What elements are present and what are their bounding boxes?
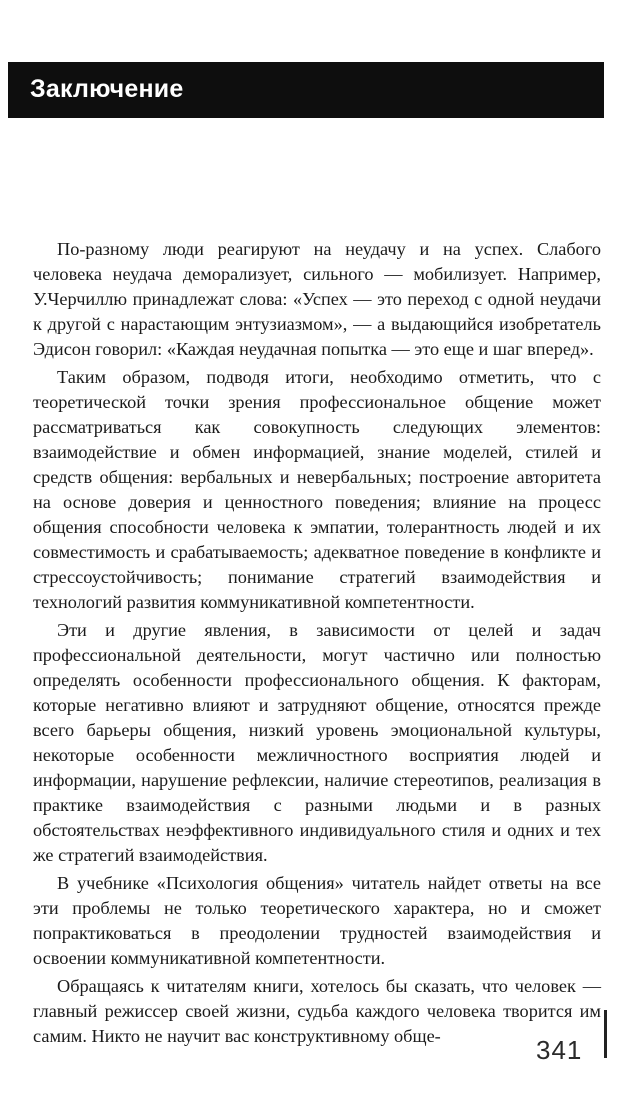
- paragraph-4: В учебнике «Психология общения» читатель найдет ответы на все эти проблемы не только теоретического характера, но и сможет попрактиковаться в преодолении трудностей взаимодействия и освоении коммуникативной компетентности.: [33, 873, 601, 968]
- page-number: 341: [536, 1035, 583, 1065]
- paragraph-3: Эти и другие явления, в зависимости от целей и задач профессиональной деятельности, могут частично или полностью определять особенности профессионального общения. К факторам, которые негативно влияют и затрудняют общение, относятся прежде всего барьеры общения, низкий уровень эмоциональной культуры, некоторые особенности межличностного восприятия людей и информации, нарушение рефлексии, наличие стереотипов, реализация в практике взаимодействия с разными людьми и в разных обстоятельствах неэффективного индивидуального стиля и одних и тех же стратегий взаимодействия.: [33, 620, 601, 865]
- paragraph-5: Обращаясь к читателям книги, хотелось бы сказать, что человек — главный режиссер своей жизни, судьба каждого человека творится им самим. Никто не научит вас конструктивному обще-: [33, 976, 601, 1046]
- body-text: [33, 237, 601, 1049]
- chapter-header-bar: [8, 62, 604, 118]
- paragraph-2: Таким образом, подводя итоги, необходимо отметить, что с теоретической точки зрения профессиональное общение может рассматриваться как совокупность следующих элементов: взаимодействие и обмен информацией, знание моделей, стилей и средств общения: вербальных и невербальных; построение авторитета на основе доверия и ценностного поведения; влияние на процесс общения способности человека к эмпатии, толерантность людей и их совместимость и срабатываемость; адекватное поведение в конфликте и стрессоустойчивость; понимание стратегий взаимодействия и технологий развития коммуникативной компетентности.: [33, 367, 601, 612]
- paragraph-1: По-разному люди реагируют на неудачу и на успех. Слабого человека неудача деморализует, сильного — мобилизует. Например, У.Черчиллю принадлежат слова: «Успех — это переход с одной неудачи к другой с нарастающим энтузиазмом», — а выдающийся изобретатель Эдисон говорил: «Каждая неудачная попытка — это еще и шаг вперед».: [33, 239, 601, 359]
- chapter-title: Заключение: [30, 75, 184, 103]
- page-edge-line: [604, 1010, 607, 1058]
